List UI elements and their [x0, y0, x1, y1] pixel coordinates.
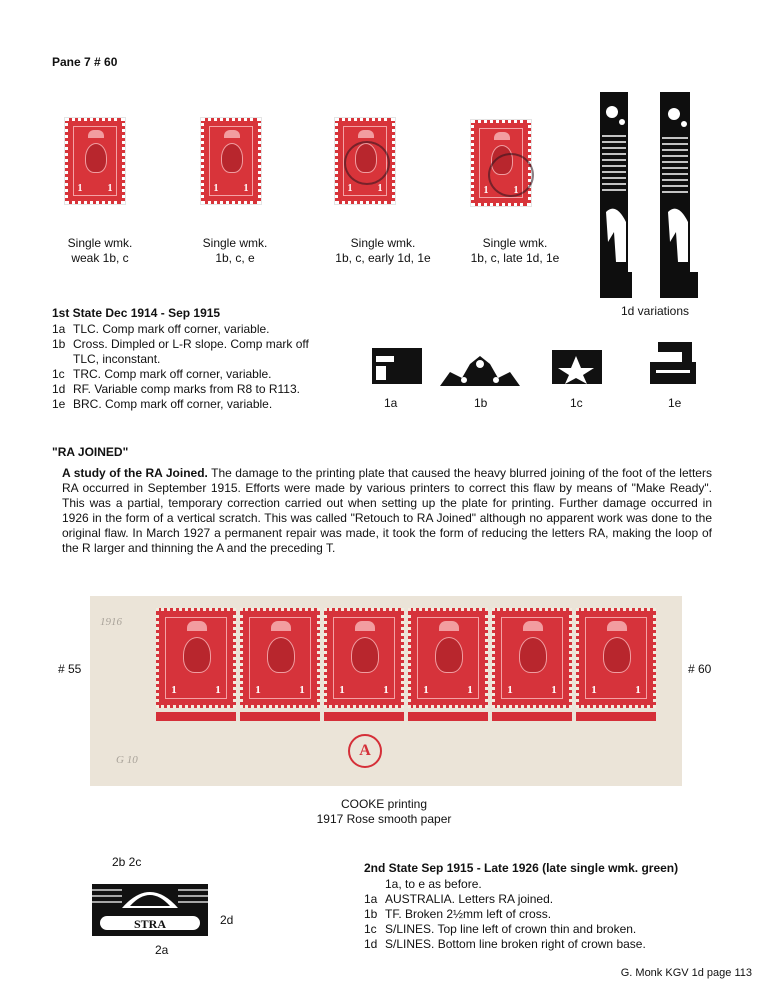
list-item: 1c S/LINES. Top line left of crown thin and broken. [364, 922, 637, 936]
monogram-a: A [348, 734, 382, 768]
state1-list [52, 322, 320, 412]
variations-caption: 1d variations [620, 304, 690, 318]
list-item: 1d S/LINES. Bottom line broken right of crown base. [364, 937, 646, 951]
stamp-label-4: Single wmk. 1b, c, late 1d, 1e [470, 236, 560, 265]
crop-label-1b: 1b [474, 396, 488, 410]
crop-image-1c [548, 346, 606, 388]
list-item: 1a, to e as before. [385, 877, 482, 891]
variation-image-left [596, 92, 636, 298]
crown-label-top: 2b 2c [112, 855, 142, 869]
list-item: 1c TRC. Comp mark off corner, variable. [52, 367, 272, 381]
stamp-image-2: 1 1 [196, 108, 264, 214]
svg-text:STRA: STRA [133, 917, 167, 931]
state2-heading: 2nd State Sep 1915 - Late 1926 (late single wmk. green) [364, 861, 679, 875]
stamp-image-4: 1 1 [466, 110, 534, 216]
list-item: 1b Cross. Dimpled or L-R slope. Comp mark off TLC, inconstant. [52, 337, 309, 366]
stamp-label-3: Single wmk. 1b, c, early 1d, 1e [335, 236, 431, 265]
strip-caption: COOKE printing 1917 Rose smooth paper [316, 797, 452, 826]
strip-left-label: # 55 [58, 662, 82, 676]
study-body: The damage to the printing plate that caused the heavy blurred joining of the foot of the letters RA occurred in September 1915. Efforts were made by various printers to correct this flaw by means of "Make Ready". This was a partial, temporary correction carried out when setting up the plate for printing. Further damage occurred in 1926 in the form of a vertical scratch. This was called "Retouch to RA Joined" although no apparent work was done to the original flaw. In March 1927 a permanent repair was made, it took the form of reducing the letters RA, making the loop of the R larger and thinning the A and the preceding T. [62, 466, 712, 555]
state1-heading: 1st State Dec 1914 - Sep 1915 [52, 306, 221, 320]
list-item: 1e BRC. Comp mark off corner, variable. [52, 397, 273, 411]
list-item: 1d RF. Variable comp marks from R8 to R113. [52, 382, 300, 396]
crop-image-1a [368, 344, 424, 388]
stamp-strip-image: 1916 G 10 1 1 1 1 1 1 1 1 1 1 1 1 A [90, 596, 682, 786]
list-item: 1a AUSTRALIA. Letters RA joined. [364, 892, 554, 906]
variation-image-right [656, 92, 702, 298]
stamp-label-2: Single wmk. 1b, c, e [202, 236, 268, 265]
page-title: Pane 7 # 60 [52, 55, 118, 69]
crown-image [92, 874, 208, 936]
study-lead: A study of the RA Joined. [62, 466, 208, 480]
crop-label-1a: 1a [384, 396, 398, 410]
crop-image-1e [644, 338, 702, 388]
strip-right-label: # 60 [688, 662, 712, 676]
crop-image-1b [436, 350, 524, 390]
crown-label-bottom: 2a [155, 943, 169, 957]
crop-label-1e: 1e [668, 396, 682, 410]
pencil-note: G 10 [116, 754, 138, 766]
state2-list [364, 877, 724, 952]
stamp-image-3: 1 1 [330, 108, 398, 214]
stamp-image-1: 1 1 [60, 108, 128, 214]
list-item: 1a TLC. Comp mark off corner, variable. [52, 322, 270, 336]
crown-label-right: 2d [220, 913, 234, 927]
list-item: 1b TF. Broken 2½mm left of cross. [364, 907, 552, 921]
page-footer: G. Monk KGV 1d page 113 [620, 967, 752, 979]
study-paragraph [62, 466, 712, 556]
stamp-label-1: Single wmk. weak 1b, c [67, 236, 133, 265]
crop-label-1c: 1c [570, 396, 583, 410]
section-heading: "RA JOINED" [52, 445, 129, 459]
pencil-year: 1916 [100, 616, 122, 628]
